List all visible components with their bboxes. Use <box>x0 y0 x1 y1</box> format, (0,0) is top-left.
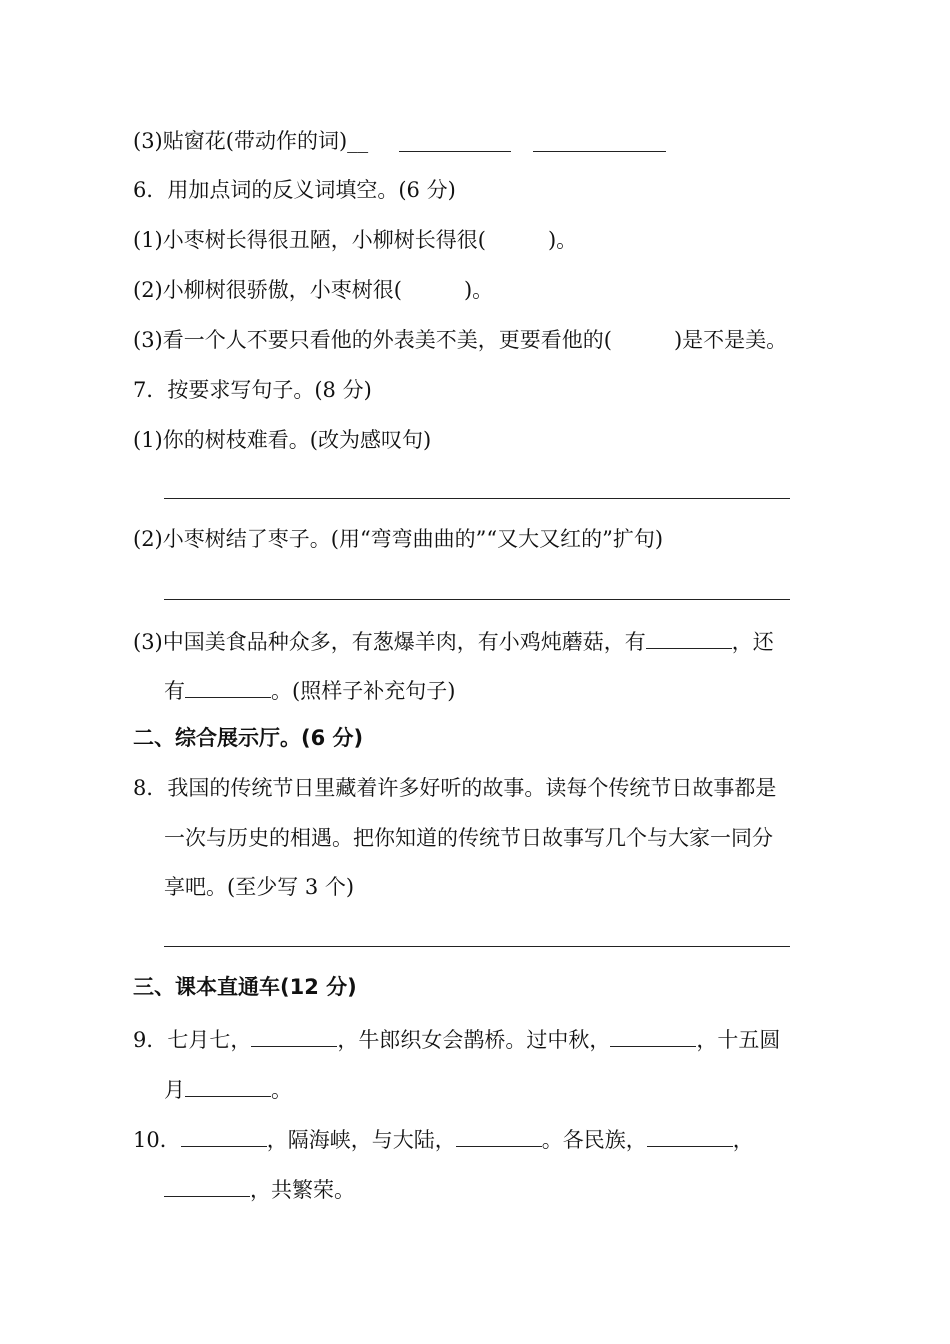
q10-number: 10． <box>133 1128 181 1152</box>
q8-line1: 8．我国的传统节日里藏着许多好听的故事。读每个传统节日故事都是 <box>133 776 777 800</box>
q6-item1-text: (1)小枣树长得很丑陋，小柳树长得很( <box>133 228 486 252</box>
q10-blank-3[interactable] <box>647 1127 733 1147</box>
q6-item1-close: )。 <box>547 228 578 252</box>
q6-item2-text: (2)小柳树很骄傲，小枣树很( <box>133 278 402 302</box>
q5-item3 <box>133 131 368 152</box>
q7-item3-line2 <box>164 678 455 702</box>
q5-item3-blank-1[interactable] <box>399 151 511 152</box>
q9-text-4: 月 <box>164 1078 185 1102</box>
q9-text-2: ，牛郎织女会鹊桥。过中秋， <box>337 1028 611 1052</box>
q6-title: 6．用加点词的反义词填空。(6 分) <box>133 178 456 202</box>
q6-item2 <box>133 280 493 301</box>
q7-item3-line1 <box>133 629 774 653</box>
q7-item1-answer-line[interactable] <box>164 498 790 499</box>
q8-line3: 享吧。(至少写 3 个) <box>164 875 355 899</box>
q10-blank-1[interactable] <box>181 1127 267 1147</box>
q9-blank-1[interactable] <box>251 1027 337 1047</box>
q9-text-3: ，十五圆 <box>696 1028 781 1052</box>
q10-line2 <box>164 1177 355 1201</box>
q7-item1: (1)你的树枝难看。(改为感叹句) <box>133 428 432 452</box>
q10-text-4: ，共繁荣。 <box>250 1178 355 1202</box>
q10-blank-4[interactable] <box>164 1177 250 1197</box>
section3-heading: 三、课本直通车(12 分) <box>133 975 357 999</box>
q6-item3-close: )是不是美。 <box>673 328 788 352</box>
q6-item3-text: (3)看一个人不要只看他的外表美不美，更要看他的( <box>133 328 612 352</box>
section2-heading: 二、综合展示厅。(6 分) <box>133 726 364 750</box>
q6-item2-close: )。 <box>463 278 494 302</box>
q9-blank-3[interactable] <box>185 1077 271 1097</box>
q8-line2: 一次与历史的相遇。把你知道的传统节日故事写几个与大家一同分 <box>164 826 773 850</box>
q10-line1 <box>133 1127 754 1151</box>
q7-item3-text-3: 有 <box>164 679 185 703</box>
q7-item3-text: (3)中国美食品种众多，有葱爆羊肉，有小鸡炖蘑菇，有 <box>133 630 646 654</box>
q7-item3-blank-2[interactable] <box>185 678 271 698</box>
q9-line1 <box>133 1027 780 1051</box>
q10-blank-2[interactable] <box>456 1127 542 1147</box>
q10-text-2: 。各民族， <box>541 1128 647 1152</box>
q9-blank-2[interactable] <box>610 1027 696 1047</box>
q7-item2-answer-line[interactable] <box>164 599 790 600</box>
q6-item3 <box>133 330 787 351</box>
q8-answer-line[interactable] <box>164 946 790 947</box>
q10-text-3: ， <box>732 1128 754 1152</box>
q7-item2: (2)小枣树结了枣子。(用“弯弯曲曲的”“又大又红的”扩句) <box>133 527 664 551</box>
q7-title: 7．按要求写句子。(8 分) <box>133 378 372 402</box>
q9-text-5: 。 <box>271 1078 292 1102</box>
q6-item1 <box>133 230 577 251</box>
q5-item3-label: (3)贴窗花(带动作的词)__ <box>133 129 369 153</box>
q5-item3-blank-2[interactable] <box>533 151 666 152</box>
q7-item3-text-2: ，还 <box>731 630 774 654</box>
q9-text-1: 9．七月七， <box>133 1028 252 1052</box>
q9-line2 <box>164 1077 292 1101</box>
q10-text-1: ，隔海峡，与大陆， <box>266 1128 456 1152</box>
q7-item3-blank-1[interactable] <box>646 629 732 649</box>
q7-item3-instruction: 。(照样子补充句子) <box>271 679 456 703</box>
